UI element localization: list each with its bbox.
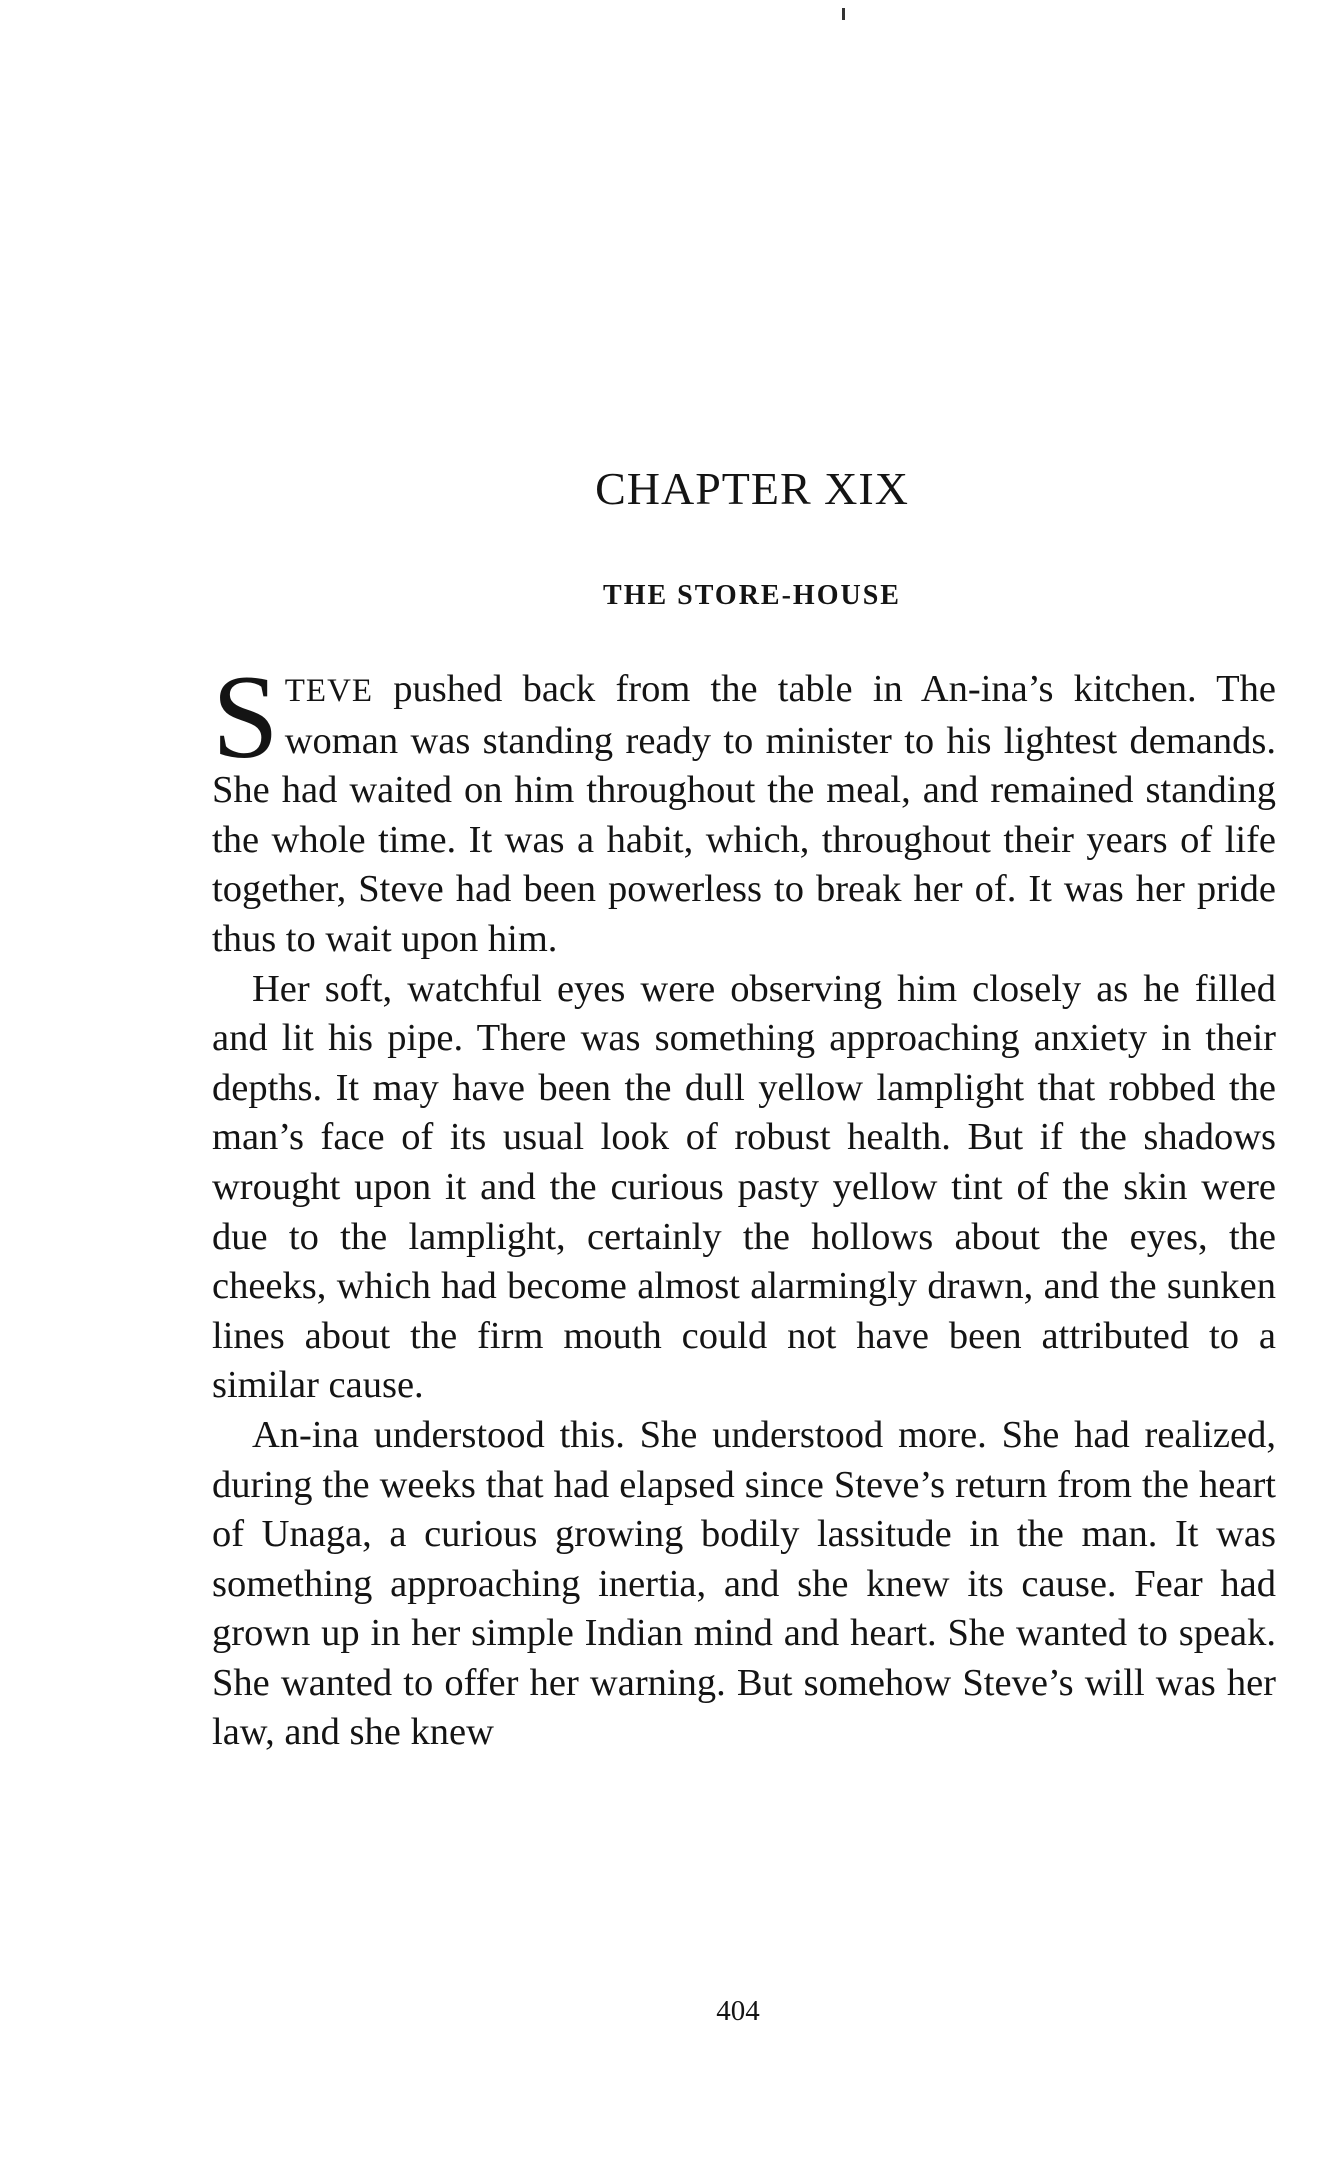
paragraph-1-text: pushed back from the table in An-ina’s kitchen. The woman was standing ready to minister to his lightest demands. She had waited on him throughout the meal, and remained standing the whole time. It was a habit, which, throughout their years of life together, Steve had been powerless to break her of. It was her pride thus to wait upon him. — [212, 668, 1276, 960]
page-number: 404 — [716, 1995, 760, 2027]
paragraph-2: Her soft, watchful eyes were observing him closely as he filled and lit his pipe. There was something approaching anxiety in their depths. It may have been the dull yellow lamplight that robbed the man’s face of its usual look of robust health. But if the shadows wrought upon it and the curious pasty yellow tint of the skin were due to the lamplight, certainly the hollows about the eyes, the cheeks, which had become almost alarmingly drawn, and the sunken lines about the firm mouth could not have been attributed to a similar cause. — [212, 967, 1276, 1407]
paragraph-1 — [212, 650, 1276, 965]
first-word-smallcaps: TEVE — [284, 673, 374, 709]
section-title: THE STORE-HOUSE — [603, 580, 901, 611]
drop-cap: S — [212, 650, 279, 783]
chapter-title: CHAPTER XIX — [595, 463, 909, 514]
body-text — [212, 650, 1276, 1758]
print-mark — [842, 8, 845, 20]
paragraph-3: An-ina understood this. She understood more. She had realized, during the weeks that had elapsed since Steve’s return from the heart of Unaga, a curious growing bodily lassitude in the man. It was something approaching inertia, and she knew its cause. Fear had grown up in her simple Indian mind and heart. She wanted to speak. She wanted to offer her warning. But somehow Steve’s will was her law, and she knew — [212, 1413, 1276, 1754]
